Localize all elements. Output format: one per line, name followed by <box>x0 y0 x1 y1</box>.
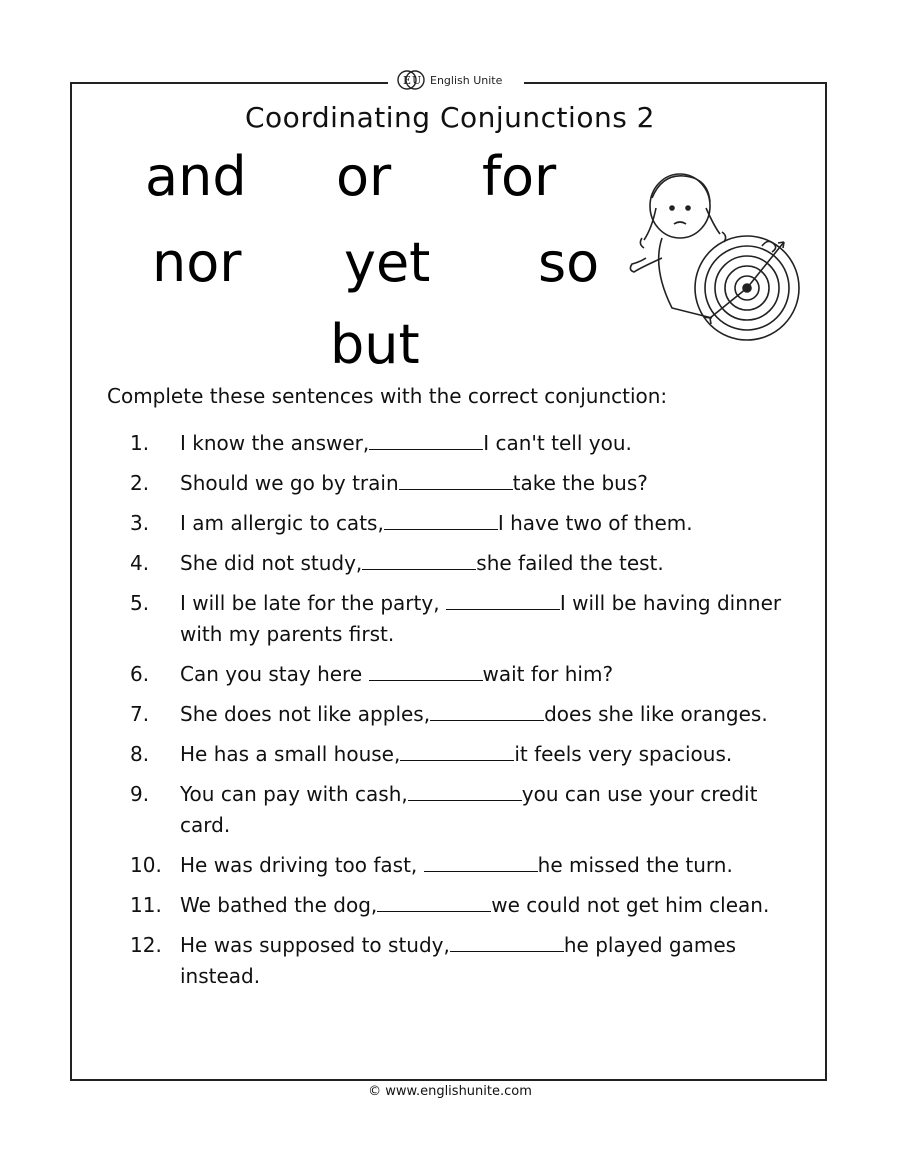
sentence-number: 4. <box>130 551 150 575</box>
sentence-number: 7. <box>130 702 150 726</box>
sentence-number: 9. <box>130 782 150 806</box>
sentence-number: 2. <box>130 471 150 495</box>
sentence-text-after: I have two of them. <box>497 511 693 535</box>
sentence-text-before: We bathed the dog, <box>180 893 378 917</box>
conjunction-word: for <box>482 145 557 208</box>
answer-blank[interactable] <box>400 742 514 761</box>
sentence-number: 1. <box>130 431 150 455</box>
footer-copyright: © www.englishunite.com <box>368 1084 532 1099</box>
sentence-number: 3. <box>130 511 150 535</box>
answer-blank[interactable] <box>384 511 498 530</box>
sentence-number: 10. <box>130 853 162 877</box>
sentence-item <box>130 890 790 921</box>
sentence-item <box>130 739 790 770</box>
sentence-text-before: I will be late for the party, <box>180 591 446 615</box>
sentence-text-before: I am allergic to cats, <box>180 511 384 535</box>
answer-blank[interactable] <box>399 471 513 490</box>
sentence-text-after: I will be having dinner with my parents first. <box>180 591 782 646</box>
answer-blank[interactable] <box>369 662 483 681</box>
sentence-item <box>130 588 790 650</box>
sentence-item <box>130 850 790 881</box>
sentence-item <box>130 779 790 841</box>
sentence-item <box>130 930 790 992</box>
sentence-text-before: Can you stay here <box>180 662 369 686</box>
worksheet-title: Coordinating Conjunctions 2 <box>245 101 655 134</box>
sentence-text-before: I know the answer, <box>180 431 370 455</box>
answer-blank[interactable] <box>450 933 564 952</box>
sentence-number: 11. <box>130 893 162 917</box>
sentence-item <box>130 659 790 690</box>
sentence-text-before: She does not like apples, <box>180 702 431 726</box>
conjunction-word: or <box>336 145 392 208</box>
answer-blank[interactable] <box>408 782 522 801</box>
conjunction-word: nor <box>152 231 242 294</box>
sentence-text-after: we could not get him clean. <box>491 893 770 917</box>
sentence-text-before: You can pay with cash, <box>180 782 408 806</box>
brand-logo <box>388 66 524 94</box>
sentence-text-after: does she like oranges. <box>544 702 768 726</box>
conjunction-word: but <box>330 313 420 376</box>
conjunction-word: and <box>145 145 247 208</box>
sentence-text-before: He was supposed to study, <box>180 933 450 957</box>
sentence-text-after: it feels very spacious. <box>514 742 733 766</box>
sentence-item <box>130 699 790 730</box>
answer-blank[interactable] <box>424 853 538 872</box>
sentence-item <box>130 468 790 499</box>
sentence-number: 5. <box>130 591 150 615</box>
conjunction-word: yet <box>344 231 431 294</box>
sentence-text-after: you can use your credit card. <box>180 782 758 837</box>
sentence-text-after: she failed the test. <box>476 551 664 575</box>
sentence-list <box>130 428 790 1001</box>
sentence-number: 8. <box>130 742 150 766</box>
sentence-text-before: He was driving too fast, <box>180 853 424 877</box>
instructions-text: Complete these sentences with the correct conjunction: <box>107 384 668 408</box>
brand-name: English Unite <box>430 73 503 87</box>
conjunction-word: so <box>538 231 600 294</box>
svg-text:E: E <box>403 74 412 87</box>
sentence-text-after: he played games instead. <box>180 933 737 988</box>
sentence-item <box>130 428 790 459</box>
answer-blank[interactable] <box>362 551 476 570</box>
sentence-text-before: Should we go by train <box>180 471 399 495</box>
sentence-text-after: I can't tell you. <box>483 431 632 455</box>
sentence-text-after: take the bus? <box>512 471 648 495</box>
sentence-text-before: He has a small house, <box>180 742 401 766</box>
girl-with-target-illustration <box>622 168 812 348</box>
svg-text:U: U <box>412 74 422 87</box>
english-unite-logo-icon <box>396 69 426 91</box>
answer-blank[interactable] <box>446 591 560 610</box>
sentence-text-before: She did not study, <box>180 551 363 575</box>
sentence-item <box>130 508 790 539</box>
sentence-number: 6. <box>130 662 150 686</box>
sentence-text-after: he missed the turn. <box>537 853 733 877</box>
answer-blank[interactable] <box>369 431 483 450</box>
sentence-item <box>130 548 790 579</box>
answer-blank[interactable] <box>377 893 491 912</box>
answer-blank[interactable] <box>430 702 544 721</box>
sentence-number: 12. <box>130 933 162 957</box>
sentence-text-after: wait for him? <box>482 662 614 686</box>
